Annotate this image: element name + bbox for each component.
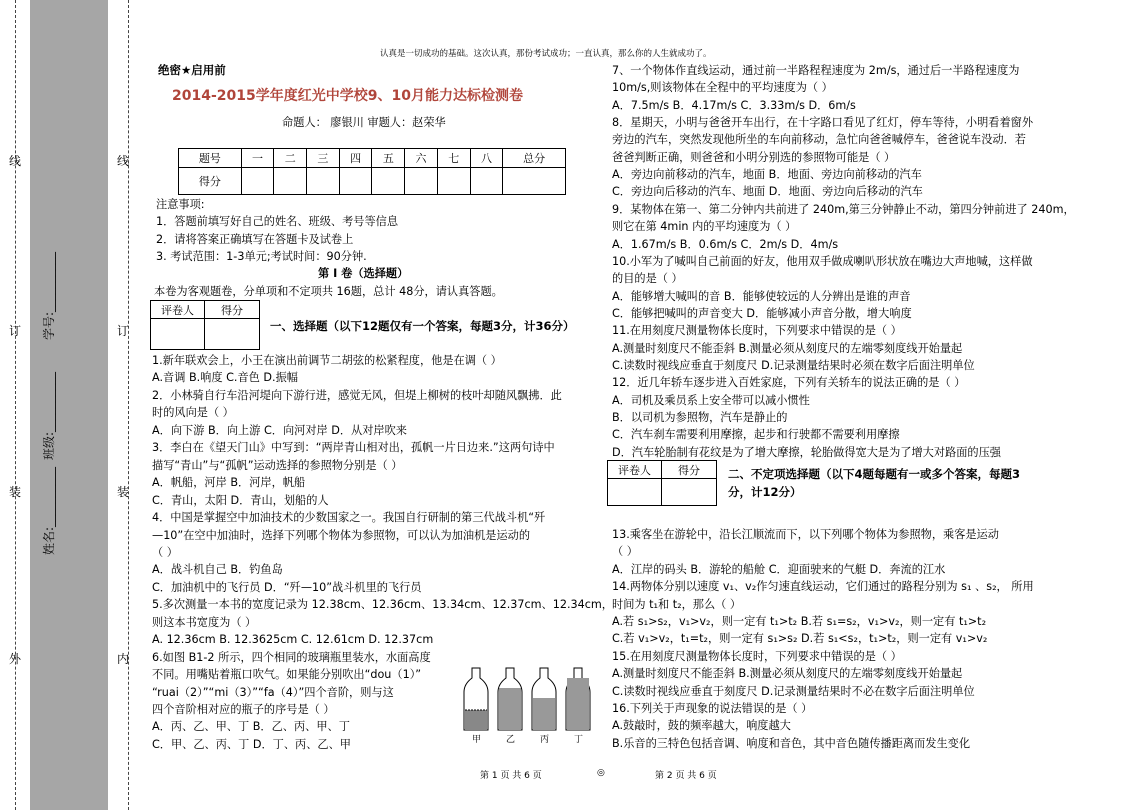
grader-box-1 <box>150 300 260 350</box>
question-line: A. 12.36cm B. 12.3625cm C. 12.61cm D. 12.37cm <box>152 633 434 647</box>
score-cell[interactable] <box>372 168 405 195</box>
score-head-cell: 题号 <box>179 149 242 168</box>
score-table <box>178 148 566 195</box>
score-cell[interactable] <box>503 168 566 195</box>
score-head-cell: 总分 <box>503 149 566 168</box>
score-cell[interactable] <box>405 168 438 195</box>
bottle-bing <box>532 668 556 730</box>
question-line: 则这本书宽度为（ ） <box>152 615 257 629</box>
question-line: A.测量时刻度尺不能歪斜 B.测量必须从刻度尺的左端零刻度线开始量起 <box>612 667 963 681</box>
question-line: 3．李白在《望天门山》中写到：“两岸青山相对出，孤帆一片日边来.”这两句诗中 <box>152 441 555 455</box>
question-line: A．1.67m/s B．0.6m/s C．2m/s D．4m/s <box>612 237 839 251</box>
exam-title: 2014-2015学年度红光中学校9、10月能力达标检测卷 <box>172 88 523 104</box>
outer-label-pack: 装 <box>9 485 22 499</box>
inner-label-pack: 装 <box>117 485 130 499</box>
question-line: A．帆船，河岸 B．河岸，帆船 <box>152 476 306 490</box>
question-line: “ruai（2）”“mi（3）”“fa（4）”四个音阶，则与这 <box>152 685 394 699</box>
score-head-cell: 二 <box>274 149 307 168</box>
question-line: C．汽车刹车需要利用摩擦，起步和行驶都不需要利用摩擦 <box>612 428 900 442</box>
binding-gray-header <box>30 0 108 56</box>
footer-center: ◎ <box>597 768 605 778</box>
question-line: A．司机及乘员系上安全带可以减小惯性 <box>612 393 810 407</box>
footer-page-right: 第 2 页 共 6 页 <box>655 771 717 781</box>
score-head-cell: 一 <box>241 149 274 168</box>
question-line: 15.在用刻度尺测量物体长度时，下列要求中错误的是（ ） <box>612 649 902 663</box>
footer-page-left: 第 1 页 共 6 页 <box>480 771 542 781</box>
note-item: 3. 考试范围：1-3单元;考试时间：90分钟. <box>156 250 367 263</box>
score-row-label: 得分 <box>179 168 242 195</box>
question-line: A.鼓敲时，鼓的频率越大，响度越大 <box>612 719 791 733</box>
grader-label: 评卷人 <box>618 464 651 477</box>
score-cell[interactable] <box>241 168 274 195</box>
question-line: B.乐音的三特色包括音调、响度和音色，其中音色随传播距离而发生变化 <box>612 736 971 750</box>
question-line: C．甲、乙、丙、丁 D．丁、丙、乙、甲 <box>152 737 351 751</box>
number-field: 学号:__________ <box>42 251 56 340</box>
question-line: C.若 v₁>v₂，t₁=t₂，则一定有 s₁>s₂ D.若 s₁<s₂，t₁>t₂，则一定有 v₁>v₂ <box>612 632 988 646</box>
outer-cut-line <box>15 0 17 810</box>
question-line: C.读数时视线应垂直于刻度尺 D.记录测量结果时必须在数字后面注明单位 <box>612 358 975 372</box>
bottle-label: 乙 <box>506 735 516 744</box>
question-line: A．战斗机自己 B．钓鱼岛 <box>152 563 283 577</box>
bottle-label: 丙 <box>540 735 550 744</box>
grader-box-2 <box>607 460 717 506</box>
question-line: A．旁边向前移动的汽车，地面 B．地面、旁边向前移动的汽车 <box>612 168 922 182</box>
score-head-cell: 八 <box>470 149 503 168</box>
question-line: A.音调 B.响度 C.音色 D.振幅 <box>152 371 298 385</box>
question-line: 爸爸判断正确，则爸爸和小明分别选的参照物可能是（ ） <box>612 150 896 164</box>
question-line: 则它在第 4min 内的平均速度为（ ） <box>612 220 797 234</box>
score-cell[interactable] <box>339 168 372 195</box>
score-table-header <box>179 149 566 168</box>
section1-title: 一、选择题（以下12题仅有一个答案，每题3分，计36分） <box>270 319 575 333</box>
question-line: 时的风向是（ ） <box>152 406 234 420</box>
question-line: B．以司机为参照物，汽车是静止的 <box>612 411 788 424</box>
score-cell[interactable] <box>437 168 470 195</box>
inner-label-bind: 订 <box>117 324 130 338</box>
bottle-label: 甲 <box>472 735 482 744</box>
score-head-cell: 五 <box>372 149 405 168</box>
note-item: 2．请将答案正确填写在答题卡及试卷上 <box>156 233 354 246</box>
score-table-row <box>179 168 566 195</box>
grader-label: 评卷人 <box>161 304 194 317</box>
question-line: 不同。用嘴贴着瓶口吹气。如果能分别吹出“dou（1）” <box>152 668 422 682</box>
note-item: 1．答题前填写好自己的姓名、班级、考号等信息 <box>156 215 399 228</box>
question-line: C．加油机中的飞行员 D．“歼—10”战斗机里的飞行员 <box>152 580 422 594</box>
question-line: 13.乘客坐在游轮中，沿长江顺流而下，以下列哪个物体为参照物，乘客是运动 <box>612 528 999 541</box>
inner-label-line: 线 <box>117 154 130 168</box>
outer-label-outside: 外 <box>9 652 22 666</box>
inner-cut-line <box>128 0 130 810</box>
question-line: —10”在空中加油时，选择下列哪个物体为参照物，可以认为加油机是运动的 <box>152 528 531 542</box>
question-line: 4．中国是掌握空中加油技术的少数国家之一。我国自行研制的第三代战斗机“歼 <box>152 511 546 525</box>
bottle-label: 丁 <box>574 735 584 744</box>
question-line: 14.两物体分别以速度 v₁、v₂作匀速直线运动，它们通过的路程分别为 s₁ 、s₂， 所用 <box>612 580 1034 594</box>
question-line: A．7.5m/s B．4.17m/s C．3.33m/s D．6m/s <box>612 98 856 112</box>
question-line: C．青山，太阳 D．青山，划船的人 <box>152 493 329 507</box>
question-line: 8．星期天，小明与爸爸开车出行，在十字路口看见了红灯，停车等待，小明看着窗外 <box>612 116 1034 130</box>
bottles-figure <box>462 664 597 744</box>
section2-title-cont: 分，计12分） <box>728 485 802 499</box>
score-head-cell: 三 <box>307 149 340 168</box>
score-label: 得分 <box>678 464 700 477</box>
question-line: 旁边的汽车，突然发现他所坐的车向前移动，急忙向爸爸喊停车，爸爸说车没动．若 <box>612 133 1026 147</box>
part1-title: 第 I 卷（选择题） <box>318 267 409 280</box>
question-line: 16.下列关于声现象的说法错误的是（ ） <box>612 702 813 715</box>
outer-label-bind: 订 <box>9 324 22 338</box>
notes-title: 注意事项: <box>156 198 205 211</box>
authors: 命题人： 廖银川 审题人：赵荣华 <box>282 116 446 129</box>
question-line: C．旁边向后移动的汽车、地面 D．地面、旁边向后移动的汽车 <box>612 185 923 199</box>
question-line: 7、一个物体作直线运动，通过前一半路程程速度为 2m/s，通过后一半路程速度为 <box>612 64 1020 77</box>
question-line: 9．某物体在第一、第二分钟内共前进了 240m,第三分钟静止不动，第四分钟前进了 240m， <box>612 202 1075 216</box>
question-line: 的目的是（ ） <box>612 272 683 286</box>
question-line: A.若 s₁>s₂，v₁>v₂，则一定有 t₁>t₂ B.若 s₁=s₂，v₁>v₂，则一定有 t₁>t₂ <box>612 615 987 628</box>
question-line: （ ） <box>612 545 638 559</box>
score-head-cell: 六 <box>405 149 438 168</box>
bottle-jia <box>464 668 488 730</box>
outer-label-line: 线 <box>9 154 22 168</box>
score-cell[interactable] <box>274 168 307 195</box>
bottle-ding <box>566 668 590 730</box>
score-head-cell: 四 <box>339 149 372 168</box>
score-head-cell: 七 <box>437 149 470 168</box>
score-cell[interactable] <box>470 168 503 195</box>
score-cell[interactable] <box>307 168 340 195</box>
question-line: 描写“青山”与“孤帆”运动选择的参照物分别是（ ） <box>152 458 403 472</box>
question-line: 5.多次测量一本书的宽度记录为 12.38cm、12.36cm、13.34cm、12.37cm、12.34cm， <box>152 598 613 612</box>
question-line: A.测量时刻度尺不能歪斜 B.测量必须从刻度尺的左端零刻度线开始量起 <box>612 341 963 355</box>
question-line: 时间为 t₁和 t₂，那么（ ） <box>612 597 742 611</box>
question-line: 11.在用刻度尺测量物体长度时，下列要求中错误的是（ ） <box>612 324 902 338</box>
header-motto: 认真是一切成功的基础。这次认真，那份考试成功；一直认真，那么你的人生就成功了。 <box>380 49 712 59</box>
score-label: 得分 <box>221 304 243 317</box>
part1-desc: 本卷为客观题卷，分单项和不定项共 16题，总计 48分，请认真答题。 <box>154 285 503 298</box>
question-line: 12．近几年轿车逐步进入百姓家庭，下列有关轿车的说法正确的是（ ） <box>612 376 966 390</box>
class-field: 班级:__________ <box>42 371 56 460</box>
question-line: C．能够把喊叫的声音变大 D．能够减小声音分散，增大响度 <box>612 306 912 320</box>
question-line: 1.新年联欢会上，小王在演出前调节二胡弦的松紧程度，他是在调（ ） <box>152 354 502 367</box>
question-line: 10m/s,则该物体在全程中的平均速度为（ ） <box>612 81 833 95</box>
question-line: A．能够增大喊叫的音 B．能够使较远的人分辨出是谁的声音 <box>612 289 911 303</box>
question-line: A．江岸的码头 B．游轮的船舱 C．迎面驶来的气艇 D．奔流的江水 <box>612 562 946 576</box>
bottle-yi <box>498 668 522 730</box>
question-line: C.读数时视线应垂直于刻度尺 D.记录测量结果时不必在数字后面注明单位 <box>612 684 975 698</box>
question-line: 10.小军为了喊叫自己前面的好友，他用双手做成喇叭形状放在嘴边大声地喊，这样做 <box>612 254 1033 268</box>
inner-label-inside: 内 <box>117 652 130 666</box>
question-line: D．汽车轮胎制有花纹是为了增大摩擦，轮胎做得宽大是为了增大对路面的压强 <box>612 445 1001 459</box>
question-line: （ ） <box>152 545 178 559</box>
section2-title: 二、不定项选择题（以下4题每题有一或多个答案，每题3 <box>728 467 1021 481</box>
question-line: 6.如图 B1-2 所示，四个相同的玻璃瓶里装水，水面高度 <box>152 650 431 664</box>
question-line: A．丙、乙、甲、丁 B．乙、丙、甲、丁 <box>152 720 350 734</box>
question-line: 四个音阶相对应的瓶子的序号是（ ） <box>152 703 335 716</box>
top-secret: 绝密★启用前 <box>158 63 226 77</box>
question-line: A．向下游 B．向上游 C．向河对岸 D．从对岸吹来 <box>152 423 407 437</box>
name-field: 姓名:__________ <box>42 466 56 555</box>
question-line: 2．小林骑自行车沿河堤向下游行进，感觉无风，但堤上柳树的枝叶却随风飘拂．此 <box>152 388 562 402</box>
